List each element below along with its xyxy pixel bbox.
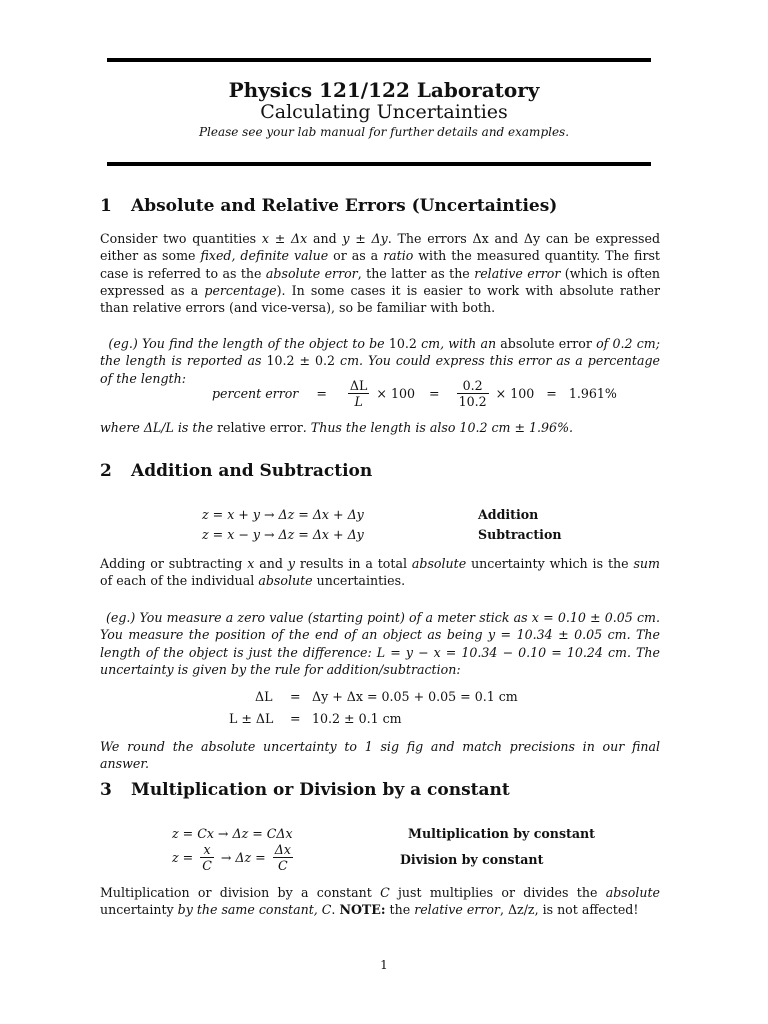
fraction-x-over-c: $\frac{x}{C}$ xyxy=(202,842,212,873)
section-3-heading xyxy=(100,780,510,800)
page-subtitle: Calculating Uncertainties xyxy=(260,101,508,123)
addition-rule: z = x + y → Δz = Δx + Δy xyxy=(202,507,364,522)
section-2-heading xyxy=(100,461,372,481)
section-title: Addition and Subtraction xyxy=(131,461,373,481)
section-number: 3 xyxy=(100,780,112,800)
page-number: 1 xyxy=(380,958,388,972)
length-result-rhs: 10.2 ± 0.1 cm xyxy=(312,711,402,726)
bottom-rule xyxy=(107,162,651,166)
multiplication-rule: z = Cx → Δz = CΔx xyxy=(172,826,293,841)
length-result-equals: = xyxy=(290,711,301,726)
section-1-heading xyxy=(100,196,557,216)
delta-l-equals: = xyxy=(290,689,301,704)
section-1-example: (eg.) You find the length of the object to be 10.2 cm, with an absolute error of 0.2 cm; the length is reported as 10.2 ± 0.2 cm. You could express this error as a percentage of the length: xyxy=(100,336,661,386)
addition-label: Addition xyxy=(478,507,539,522)
section-number: 2 xyxy=(100,461,112,481)
top-rule xyxy=(107,58,651,62)
section-1-paragraph: Consider two quantities x ± Δx and y ± Δy. The errors Δx and Δy can be expressed either as some fixed, definite value or as a ratio with the measured quantity. The first case is referred to as the absolute error, the latter as the relative error (which is often expressed as a percentage). In some cases it is easier to work with absolute rather than relative errors (and vice-versa), so be familiar with both. xyxy=(100,231,661,316)
division-rule: z = $\frac{x}{C}$ → Δz = $\frac{\Delta x}{C}$ xyxy=(172,842,291,873)
multiplication-label: Multiplication by constant xyxy=(408,826,595,841)
section-2-example: (eg.) You measure a zero value (starting point) of a meter stick as x = 0.10 ± 0.05 cm. You measure the position of the end of an object as being y = 10.34 ± 0.05 cm. The length of the object is just the difference: L = y − x = 10.34 − 0.10 = 10.24 cm. The uncertainty is given by the rule for addition/subtraction: xyxy=(100,610,660,677)
page-title: Physics 121/122 Laboratory xyxy=(228,78,540,102)
header-note: Please see your lab manual for further details and examples. xyxy=(198,125,570,139)
length-result-lhs: L ± ΔL xyxy=(229,711,274,726)
section-number: 1 xyxy=(100,196,112,216)
delta-l-lhs: ΔL xyxy=(255,689,273,704)
relative-error-note: where ΔL/L is the relative error. Thus the length is also 10.2 cm ± 1.96%. xyxy=(100,420,574,435)
fraction-delta-l-over-l: $\frac{\Delta L}{L}$ xyxy=(349,378,368,409)
section-3-paragraph: Multiplication or division by a constant C just multiplies or divides the absolute uncertainty by the same constant, C. NOTE: the relative error, Δz/z, is not affected! xyxy=(100,885,660,918)
section-2-paragraph: Adding or subtracting x and y results in a total absolute uncertainty which is the sum of each of the individual absolute uncertainties. xyxy=(100,556,660,589)
subtraction-rule: z = x − y → Δz = Δx + Δy xyxy=(202,527,364,542)
section-title: Multiplication or Division by a constant xyxy=(131,780,510,800)
delta-l-rhs: Δy + Δx = 0.05 + 0.05 = 0.1 cm xyxy=(312,689,518,704)
percent-error-equation: percent error = $\frac{\Delta L}{L}$ × 100 = $\frac{0.2}{10.2}$ × 100 = 1.961% xyxy=(212,378,617,409)
fraction-numeric: $\frac{0.2}{10.2}$ xyxy=(458,378,487,409)
fraction-dx-over-c: $\frac{\Delta x}{C}$ xyxy=(274,842,291,873)
subtraction-label: Subtraction xyxy=(478,527,562,542)
rounding-note: We round the absolute uncertainty to 1 sig fig and match precisions in our final answer. xyxy=(100,739,660,772)
section-title: Absolute and Relative Errors (Uncertainties) xyxy=(131,196,558,216)
division-label: Division by constant xyxy=(400,852,544,867)
